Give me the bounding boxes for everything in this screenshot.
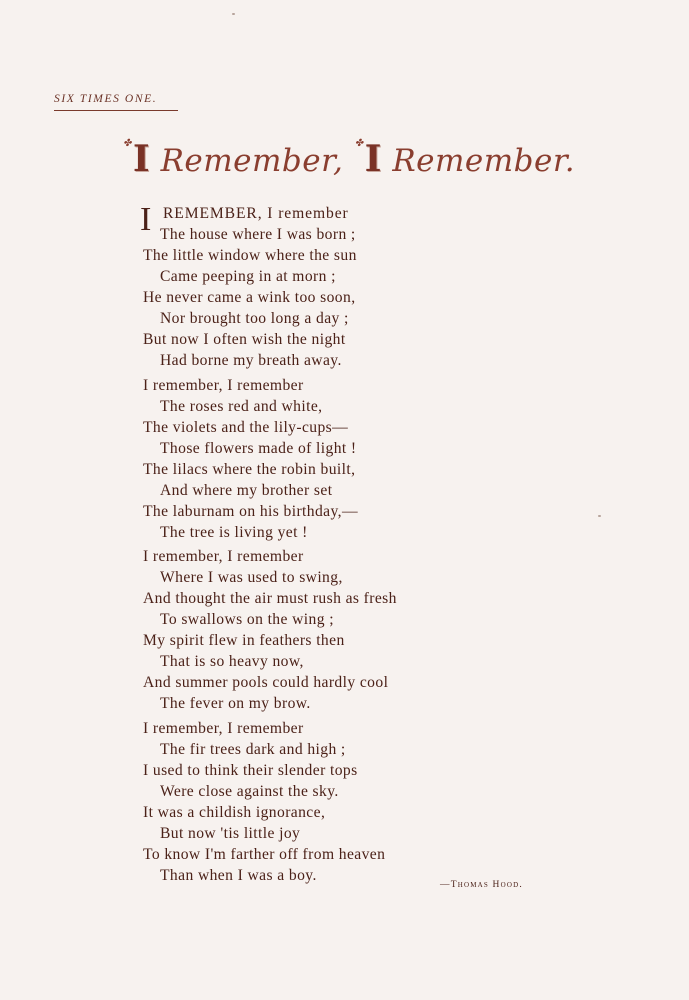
poem-line: I remember, I remember bbox=[143, 548, 304, 565]
title-word-1: Remember, bbox=[160, 143, 344, 179]
poem-line: Nor brought too long a day ; bbox=[160, 310, 349, 327]
poem-line: And thought the air must rush as fresh bbox=[143, 590, 397, 607]
paper-speck bbox=[598, 515, 601, 517]
poem-line: The fever on my brow. bbox=[160, 695, 311, 712]
poem-line: That is so heavy now, bbox=[160, 653, 304, 670]
title-word-2: Remember. bbox=[392, 143, 576, 179]
sprig-ornament-icon: ✤ bbox=[354, 138, 364, 149]
poem-line: He never came a wink too soon, bbox=[143, 289, 356, 306]
poem-line: My spirit flew in feathers then bbox=[143, 632, 345, 649]
poem-line: Came peeping in at morn ; bbox=[160, 268, 336, 285]
poem-line: Than when I was a boy. bbox=[160, 867, 317, 884]
title-initial-2: I bbox=[364, 138, 382, 180]
poem-line: I remember, I remember bbox=[143, 720, 304, 737]
poem-line: I used to think their slender tops bbox=[143, 762, 358, 779]
poem-line: REMEMBER, I remember bbox=[163, 205, 349, 222]
poem-line: The violets and the lily-cups— bbox=[143, 419, 349, 436]
poem-line: The roses red and white, bbox=[160, 398, 323, 415]
poem-line: Were close against the sky. bbox=[160, 783, 339, 800]
running-head: SIX TIMES ONE. bbox=[54, 93, 158, 105]
poem-line: But now 'tis little joy bbox=[160, 825, 301, 842]
poem-line: And where my brother set bbox=[160, 482, 333, 499]
poem-line: I remember, I remember bbox=[143, 377, 304, 394]
poem-line: Those flowers made of light ! bbox=[160, 440, 357, 457]
drop-cap: I bbox=[140, 201, 152, 238]
poem-line: Where I was used to swing, bbox=[160, 569, 343, 586]
poem-line: Had borne my breath away. bbox=[160, 352, 342, 369]
poem-line: The tree is living yet ! bbox=[160, 524, 308, 541]
poem-line: The lilacs where the robin built, bbox=[143, 461, 356, 478]
poem-line: The fir trees dark and high ; bbox=[160, 741, 346, 758]
poem-line: The house where I was born ; bbox=[160, 226, 356, 243]
poem-line: To know I'm farther off from heaven bbox=[143, 846, 386, 863]
poem-line: And summer pools could hardly cool bbox=[143, 674, 389, 691]
poem-line: But now I often wish the night bbox=[143, 331, 346, 348]
attribution: —Thomas Hood. bbox=[440, 880, 523, 890]
poem-line: The little window where the sun bbox=[143, 247, 357, 264]
title-initial-1: I bbox=[132, 138, 151, 180]
paper-speck bbox=[232, 13, 235, 15]
poem-line: The laburnam on his birthday,— bbox=[143, 503, 358, 520]
poem-line: It was a childish ignorance, bbox=[143, 804, 326, 821]
sprig-ornament-icon: ✤ bbox=[123, 138, 132, 149]
poem-line: To swallows on the wing ; bbox=[160, 611, 334, 628]
